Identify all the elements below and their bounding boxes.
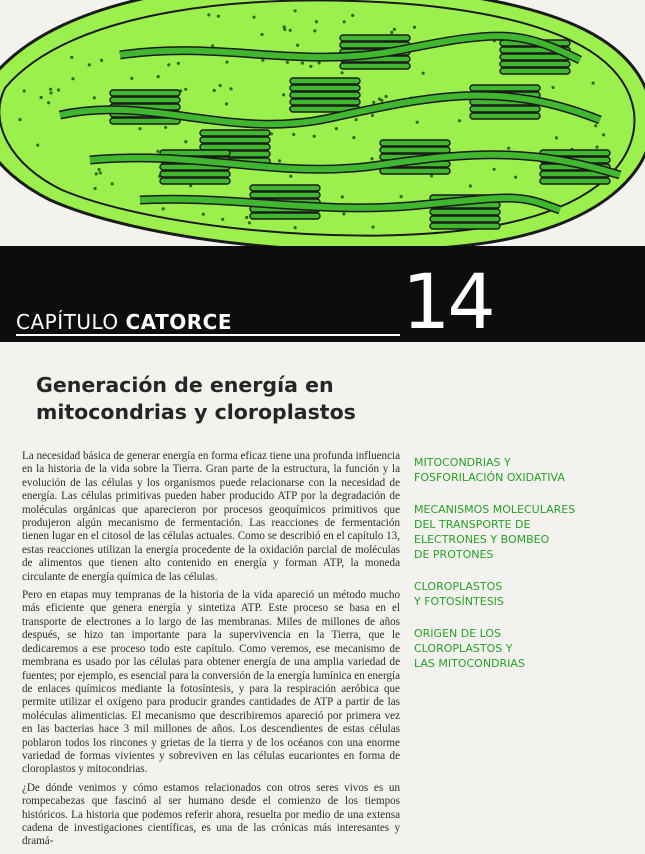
- chapter-label-bold: CATORCE: [125, 310, 232, 334]
- stroma-dot: [99, 171, 102, 174]
- body-paragraph: La necesidad básica de generar energía en forma eficaz tiene una profunda influencia en la historia de la vida sobre la Tierra. Gran parte de la estructura, la función y la evolución de las células y los organismos puede relacionarse con la necesidad de energía. Las células primitivas pueden haber producido ATP por la degradación de moléculas orgánicas que aparecieron por procesos geoquímicos primitivos que produjeron algún mecanismo de fermentación. Las reacciones de fermentación tienen lugar en el citosol de las células actuales. Como se describió en el capítulo 13, estas reacciones utilizan la energía procedente de la oxidación parcial de moléculas de alimentos que tienen alto contenido en energía y forman ATP, la moneda circulante de energía química de las células.: [22, 450, 401, 583]
- thylakoid-disc: [430, 223, 500, 229]
- stroma-dot: [301, 62, 304, 65]
- body-text: [22, 450, 400, 854]
- thylakoid-disc: [290, 92, 360, 98]
- stroma-dot: [217, 15, 220, 18]
- stroma-dot: [352, 136, 355, 139]
- thylakoid-disc: [290, 85, 360, 91]
- section-sidebar: [414, 455, 614, 688]
- body-paragraph: ¿De dónde venimos y cómo estamos relacionados con otros seres vivos es un rompecabezas que fascinó al ser humano desde el comienzo de los tiempos históricos. La historia que podemos referir ahora, resuelta por medio de una extensa cadena de investigaciones científicas, es una de las crónicas más interesantes y dramá-: [22, 781, 400, 848]
- stroma-dot: [47, 101, 50, 104]
- thylakoid-disc: [380, 147, 450, 153]
- stroma-dot: [202, 213, 205, 216]
- thylakoid-disc: [160, 171, 230, 177]
- stroma-dot: [315, 20, 318, 23]
- stroma-dot: [393, 28, 396, 31]
- stroma-dot: [309, 65, 312, 68]
- stroma-dot: [294, 226, 297, 229]
- chapter-title: Generación de energía en mitocondrias y cloroplastos: [36, 373, 356, 424]
- granum-stack: [290, 78, 360, 112]
- thylakoid-disc: [380, 140, 450, 146]
- chapter-label-light: CAPÍTULO: [16, 310, 119, 334]
- stroma-dot: [371, 114, 374, 117]
- stroma-dot: [335, 127, 338, 130]
- stroma-dot: [390, 31, 393, 34]
- stroma-dot: [221, 218, 224, 221]
- stroma-dot: [95, 172, 98, 175]
- stroma-dot: [71, 77, 74, 80]
- stroma-dot: [318, 61, 321, 64]
- stroma-dot: [260, 33, 263, 36]
- thylakoid-disc: [470, 106, 540, 112]
- stroma-dot: [213, 89, 216, 92]
- thylakoid-disc: [340, 63, 410, 69]
- chapter-label: [16, 310, 232, 334]
- stroma-dot: [341, 195, 344, 198]
- stroma-dot: [458, 119, 461, 122]
- stroma-dot: [245, 216, 248, 219]
- stroma-dot: [385, 95, 388, 98]
- stroma-dot: [289, 29, 292, 32]
- thylakoid-disc: [160, 178, 230, 184]
- sidebar-section-chloroplasts[interactable]: CLOROPLASTOS Y FOTOSÍNTESIS: [414, 580, 504, 608]
- thylakoid-disc: [200, 137, 270, 143]
- stroma-dot: [595, 146, 598, 149]
- stroma-dot: [156, 150, 159, 153]
- stroma-dot: [70, 56, 73, 59]
- stroma-dot: [514, 176, 517, 179]
- stroma-dot: [282, 93, 285, 96]
- stroma-dot: [130, 77, 133, 80]
- thylakoid-disc: [430, 216, 500, 222]
- stroma-dot: [219, 84, 222, 87]
- body-paragraph: Pero en etapas muy tempranas de la historia de la vida apareció un método mucho más eficiente que genera energía y sintetiza ATP. Este proceso se basa en el transporte de electrones a lo largo de las membranas. Miles de millones de años después, se hizo tan importante para la supervivencia en la Tierra, que le dedicaremos a ese proceso todo este capítulo. Como veremos, ese mecanismo de membrana es usado por las células para obtener energía de una amplia variedad de fuentes; por ejemplo, es esencial para la conversión de la energía lumínica en energía de enlaces químicos mediante la fotosíntesis, y para la respiración aeróbica que permite utilizar el oxígeno para producir grandes cantidades de ATP a partir de las moléculas alimenticias. El mecanismo que describiremos apareció por primera vez en las bacterias hace 3 mil millones de años. Los descendientes de estas células poblaron todos los rincones y grietas de la tierra y de los océanos con una enorme variedad de formas vivientes y sobreviven en las células eucariontes en forma de cloroplastos y mitocondrias.: [22, 589, 400, 776]
- stroma-dot: [248, 221, 251, 224]
- thylakoid-disc: [470, 85, 540, 91]
- stroma-dot: [94, 187, 97, 190]
- stroma-dot: [184, 88, 187, 91]
- stroma-dot: [594, 124, 597, 127]
- stroma-dot: [422, 72, 425, 75]
- thylakoid-disc: [380, 168, 450, 174]
- stroma-dot: [157, 75, 160, 78]
- thylakoid-disc: [290, 78, 360, 84]
- stroma-dot: [370, 157, 373, 160]
- stroma-dot: [111, 182, 114, 185]
- stroma-dot: [355, 118, 358, 121]
- stroma-dot: [493, 168, 496, 171]
- stroma-dot: [278, 159, 281, 162]
- stroma-dot: [507, 147, 510, 150]
- thylakoid-disc: [340, 35, 410, 41]
- stroma-dot: [36, 144, 39, 147]
- stroma-dot: [413, 26, 416, 29]
- stroma-dot: [88, 63, 91, 66]
- stroma-dot: [177, 62, 180, 65]
- stroma-dot: [57, 88, 60, 91]
- stroma-dot: [49, 88, 52, 91]
- thylakoid-disc: [430, 209, 500, 215]
- stroma-dot: [289, 175, 292, 178]
- stroma-dot: [343, 20, 346, 23]
- thylakoid-disc: [250, 213, 320, 219]
- stroma-dot: [167, 63, 170, 66]
- sidebar-section-electron-transport[interactable]: MECANISMOS MOLECULARES DEL TRANSPORTE DE ELECTRONES Y BOMBEO DE PROTONES: [414, 503, 576, 561]
- stroma-dot: [229, 87, 232, 90]
- stroma-dot: [49, 91, 52, 94]
- stroma-dot: [430, 174, 433, 177]
- stroma-dot: [400, 195, 403, 198]
- stroma-dot: [225, 102, 228, 105]
- stroma-dot: [372, 101, 375, 104]
- thylakoid-disc: [470, 113, 540, 119]
- stroma-dot: [378, 97, 381, 100]
- thylakoid-disc: [500, 61, 570, 67]
- stroma-dot: [313, 135, 316, 138]
- thylakoid-disc: [250, 192, 320, 198]
- stroma-dot: [93, 96, 96, 99]
- stroma-dot: [313, 29, 316, 32]
- stroma-dot: [283, 28, 286, 31]
- stroma-dot: [342, 212, 345, 215]
- sidebar-section-origin[interactable]: ORIGEN DE LOS CLOROPLASTOS Y LAS MITOCONDRIAS: [414, 627, 525, 670]
- thylakoid-disc: [540, 178, 610, 184]
- stroma-dot: [184, 140, 187, 143]
- thylakoid-disc: [200, 144, 270, 150]
- stroma-dot: [469, 184, 472, 187]
- stroma-dot: [98, 168, 101, 171]
- thylakoid-disc: [200, 130, 270, 136]
- stroma-dot: [286, 61, 289, 64]
- thylakoid-disc: [500, 68, 570, 74]
- stroma-dot: [225, 61, 228, 64]
- stroma-dot: [162, 207, 165, 210]
- stroma-dot: [164, 126, 167, 129]
- stroma-dot: [40, 96, 43, 99]
- stroma-dot: [351, 14, 354, 17]
- stroma-dot: [294, 9, 297, 12]
- stroma-dot: [602, 133, 605, 136]
- stroma-dot: [207, 13, 210, 16]
- stroma-dot: [296, 44, 299, 47]
- thylakoid-disc: [110, 97, 180, 103]
- chloroplast-illustration: [0, 0, 645, 250]
- stroma-dot: [555, 136, 558, 139]
- chapter-rule: [16, 334, 400, 336]
- stroma-dot: [100, 59, 103, 62]
- stroma-dot: [252, 16, 255, 19]
- thylakoid-disc: [110, 90, 180, 96]
- stroma-dot: [551, 86, 554, 89]
- sidebar-section-mitochondria[interactable]: MITOCONDRIAS Y FOSFORILACIÓN OXIDATIVA: [414, 456, 565, 484]
- stroma-dot: [592, 82, 595, 85]
- stroma-dot: [23, 89, 26, 92]
- chapter-number: 14: [402, 257, 493, 346]
- stroma-dot: [341, 71, 344, 74]
- stroma-dot: [416, 121, 419, 124]
- stroma-dot: [139, 127, 142, 130]
- thylakoid-disc: [290, 99, 360, 105]
- stroma-dot: [371, 226, 374, 229]
- chloroplast-svg: [0, 0, 645, 250]
- thylakoid-disc: [250, 185, 320, 191]
- stroma-dot: [19, 118, 22, 121]
- stroma-dot: [292, 133, 295, 136]
